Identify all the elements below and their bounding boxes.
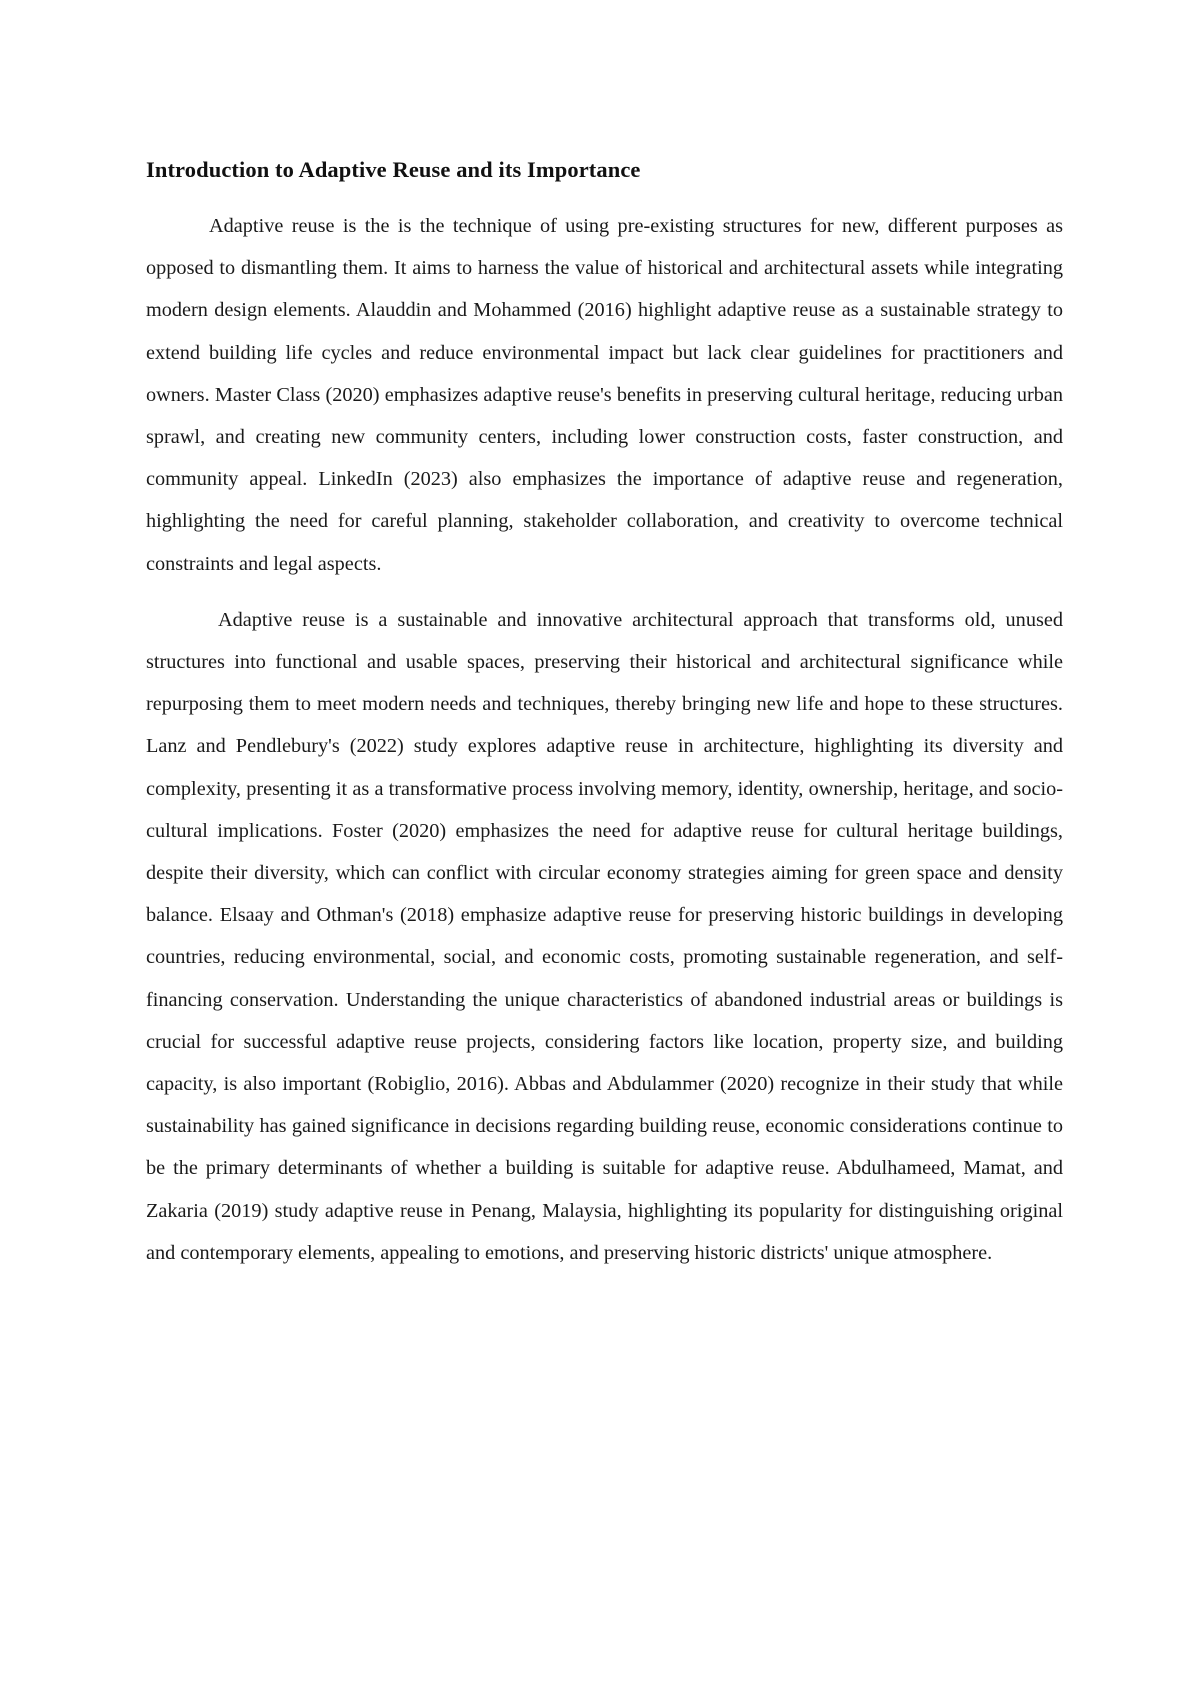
paragraph-1: Adaptive reuse is the is the technique of using pre-existing structures for new, different purposes as opposed to dismantling them. It aims to harness the value of historical and architectural assets while integrating modern design elements. Alauddin and Mohammed (2016) highlight adaptive reuse as a sustainable strategy to extend building life cycles and reduce environmental impact but lack clear guidelines for practitioners and owners. Master Class (2020) emphasizes adaptive reuse's benefits in preserving cultural heritage, reducing urban sprawl, and creating new community centers, including lower construction costs, faster construction, and community appeal. LinkedIn (2023) also emphasizes the importance of adaptive reuse and regeneration, highlighting the need for careful planning, stakeholder collaboration, and creativity to overcome technical constraints and legal aspects. — [146, 215, 1063, 575]
paragraph-2: Adaptive reuse is a sustainable and innovative architectural approach that transforms old, unused structures into functional and usable spaces, preserving their historical and architectural significance while repurposing them to meet modern needs and techniques, thereby bringing new life and hope to these structures. Lanz and Pendlebury's (2022) study explores adaptive reuse in architecture, highlighting its diversity and complexity, presenting it as a transformative process involving memory, identity, ownership, heritage, and socio-cultural implications. Foster (2020) emphasizes the need for adaptive reuse for cultural heritage buildings, despite their diversity, which can conflict with circular economy strategies aiming for green space and density balance. Elsaay and Othman's (2018) emphasize adaptive reuse for preserving historic buildings in developing countries, reducing environmental, social, and economic costs, promoting sustainable regeneration, and self-financing conservation. Understanding the unique characteristics of abandoned industrial areas or buildings is crucial for successful adaptive reuse projects, considering factors like location, property size, and building capacity, is also important (Robiglio, 2016). Abbas and Abdulammer (2020) recognize in their study that while sustainability has gained significance in decisions regarding building reuse, economic considerations continue to be the primary determinants of whether a building is suitable for adaptive reuse. Abdulhameed, Mamat, and Zakaria (2019) study adaptive reuse in Penang, Malaysia, highlighting its popularity for distinguishing original and contemporary elements, appealing to emotions, and preserving historic districts' unique atmosphere. — [146, 608, 1063, 1264]
document-body — [146, 154, 1063, 1274]
section-heading: Introduction to Adaptive Reuse and its Importance — [146, 157, 641, 182]
